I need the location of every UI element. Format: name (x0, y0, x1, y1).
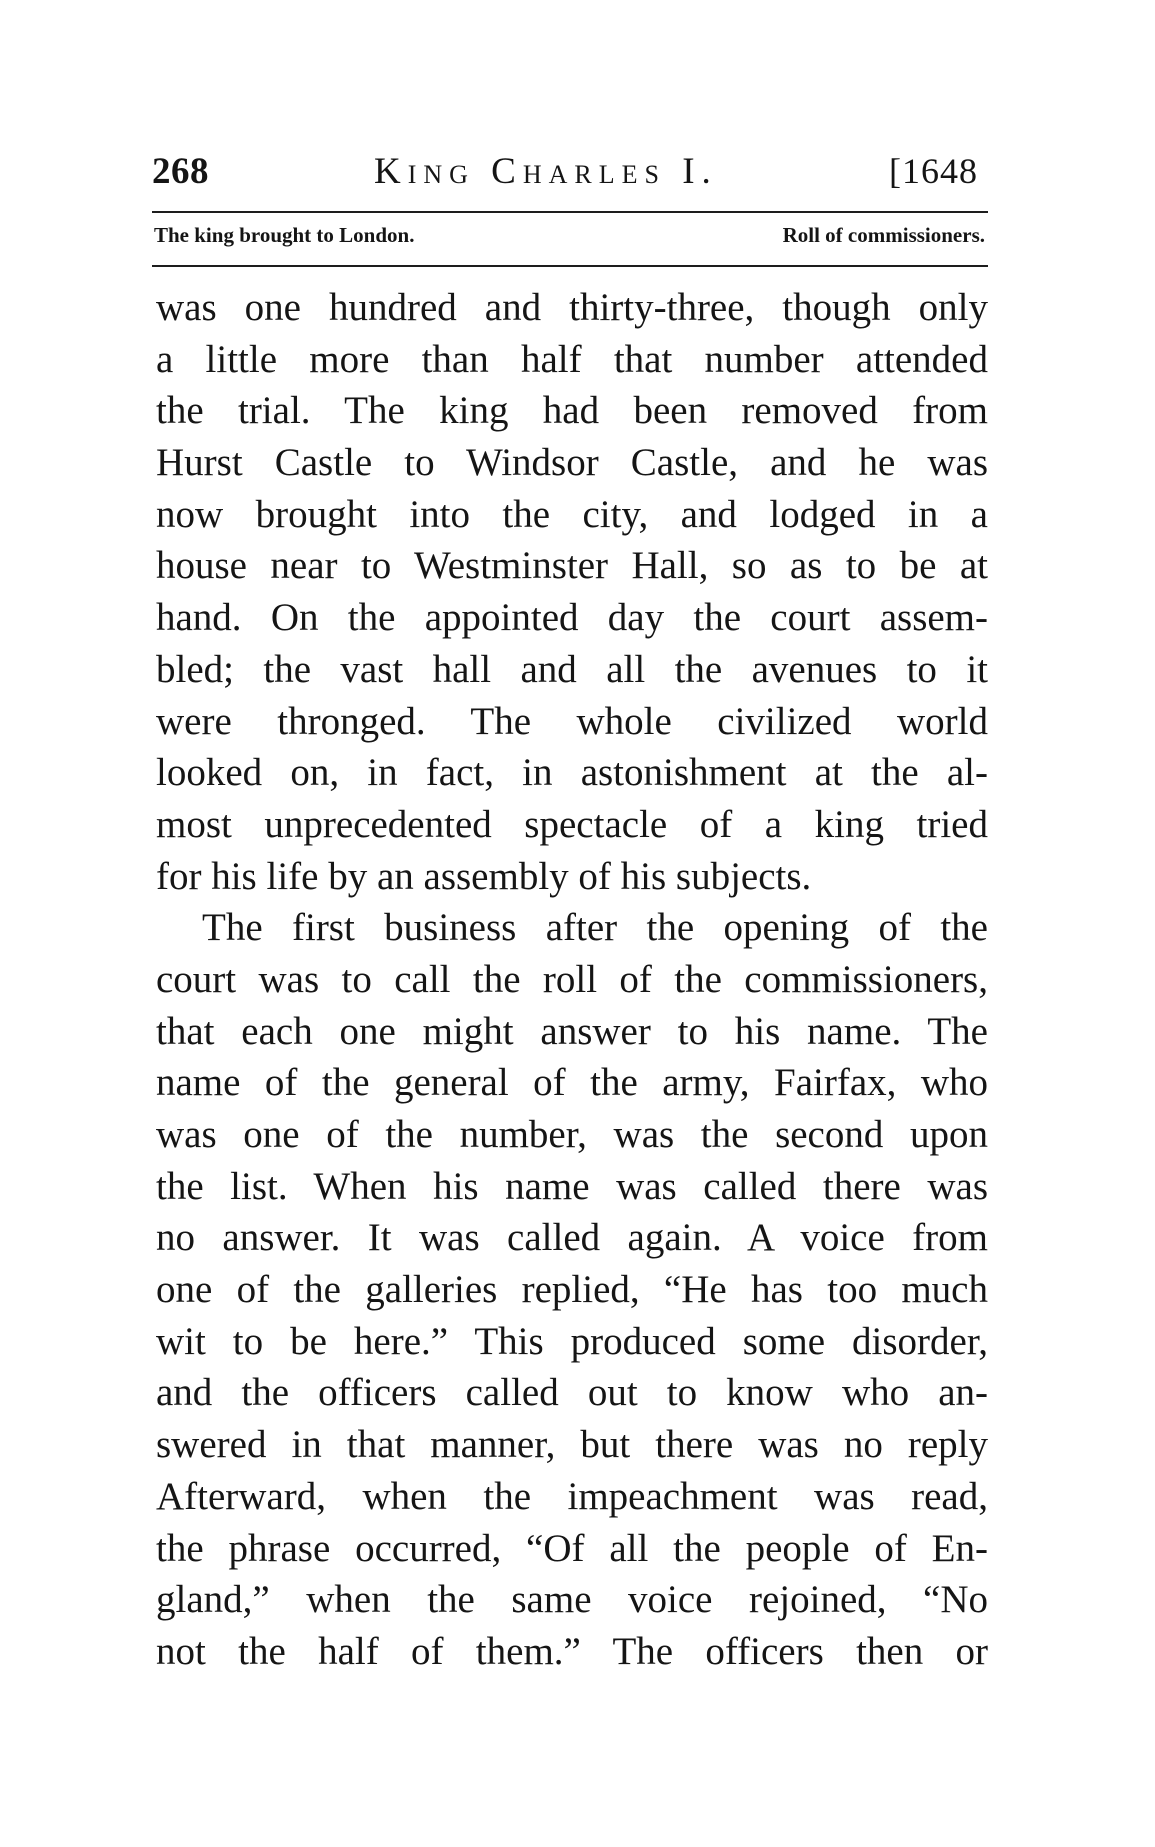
text-line: Hurst Castle to Windsor Castle, and he was (156, 441, 988, 485)
text-line: not the half of them.” The officers then or (156, 1629, 988, 1673)
page-number: 268 (152, 151, 209, 192)
text-line: was one of the number, was the second upon (156, 1113, 988, 1156)
text-line: Afterward, when the impeachment was read, (156, 1474, 988, 1518)
text-line: court was to call the roll of the commissioners, (156, 957, 988, 1001)
marginal-note-left: The king brought to London. (154, 223, 415, 247)
text-line: that each one might answer to his name. The (156, 1009, 988, 1053)
text-line: the list. When his name was called there was (156, 1164, 988, 1208)
text-line: house near to Westminster Hall, so as to be at (156, 544, 988, 588)
text-line: name of the general of the army, Fairfax, who (156, 1061, 988, 1105)
text-line: one of the galleries replied, “He has too much (156, 1268, 988, 1312)
text-line: most unprecedented spectacle of a king tried (156, 802, 988, 846)
text-line: and the officers called out to know who an- (156, 1371, 988, 1415)
header-rule-bottom (152, 265, 988, 267)
text-line: was one hundred and thirty-three, though only (156, 286, 988, 329)
text-line: the phrase occurred, “Of all the people of En- (156, 1526, 988, 1570)
text-line: wit to be here.” This produced some disorder, (156, 1319, 988, 1363)
text-line: for his life by an assembly of his subjects. (156, 854, 812, 898)
text-line: a little more than half that number attended (156, 337, 988, 381)
text-line: hand. On the appointed day the court assem- (156, 596, 988, 640)
text-line: gland,” when the same voice rejoined, “No (156, 1578, 988, 1622)
body-text (156, 282, 988, 1678)
header-rule-top (152, 211, 988, 213)
year-marker: [1648 (889, 151, 978, 191)
paragraph-2 (156, 902, 988, 1677)
text-line: the trial. The king had been removed from (156, 389, 988, 433)
text-line: looked on, in fact, in astonishment at the al- (156, 751, 988, 795)
running-head (152, 150, 988, 210)
text-line: no answer. It was called again. A voice from (156, 1216, 988, 1260)
book-title: King Charles I. (374, 151, 718, 192)
marginal-note-right: Roll of commissioners. (782, 223, 985, 247)
text-line: were thronged. The whole civilized world (156, 699, 988, 743)
text-line: swered in that manner, but there was no reply (156, 1423, 988, 1467)
text-line: The first business after the opening of the (202, 906, 988, 950)
text-line: bled; the vast hall and all the avenues to it (156, 647, 988, 691)
text-line: now brought into the city, and lodged in a (156, 492, 988, 536)
paragraph-1 (156, 282, 988, 902)
